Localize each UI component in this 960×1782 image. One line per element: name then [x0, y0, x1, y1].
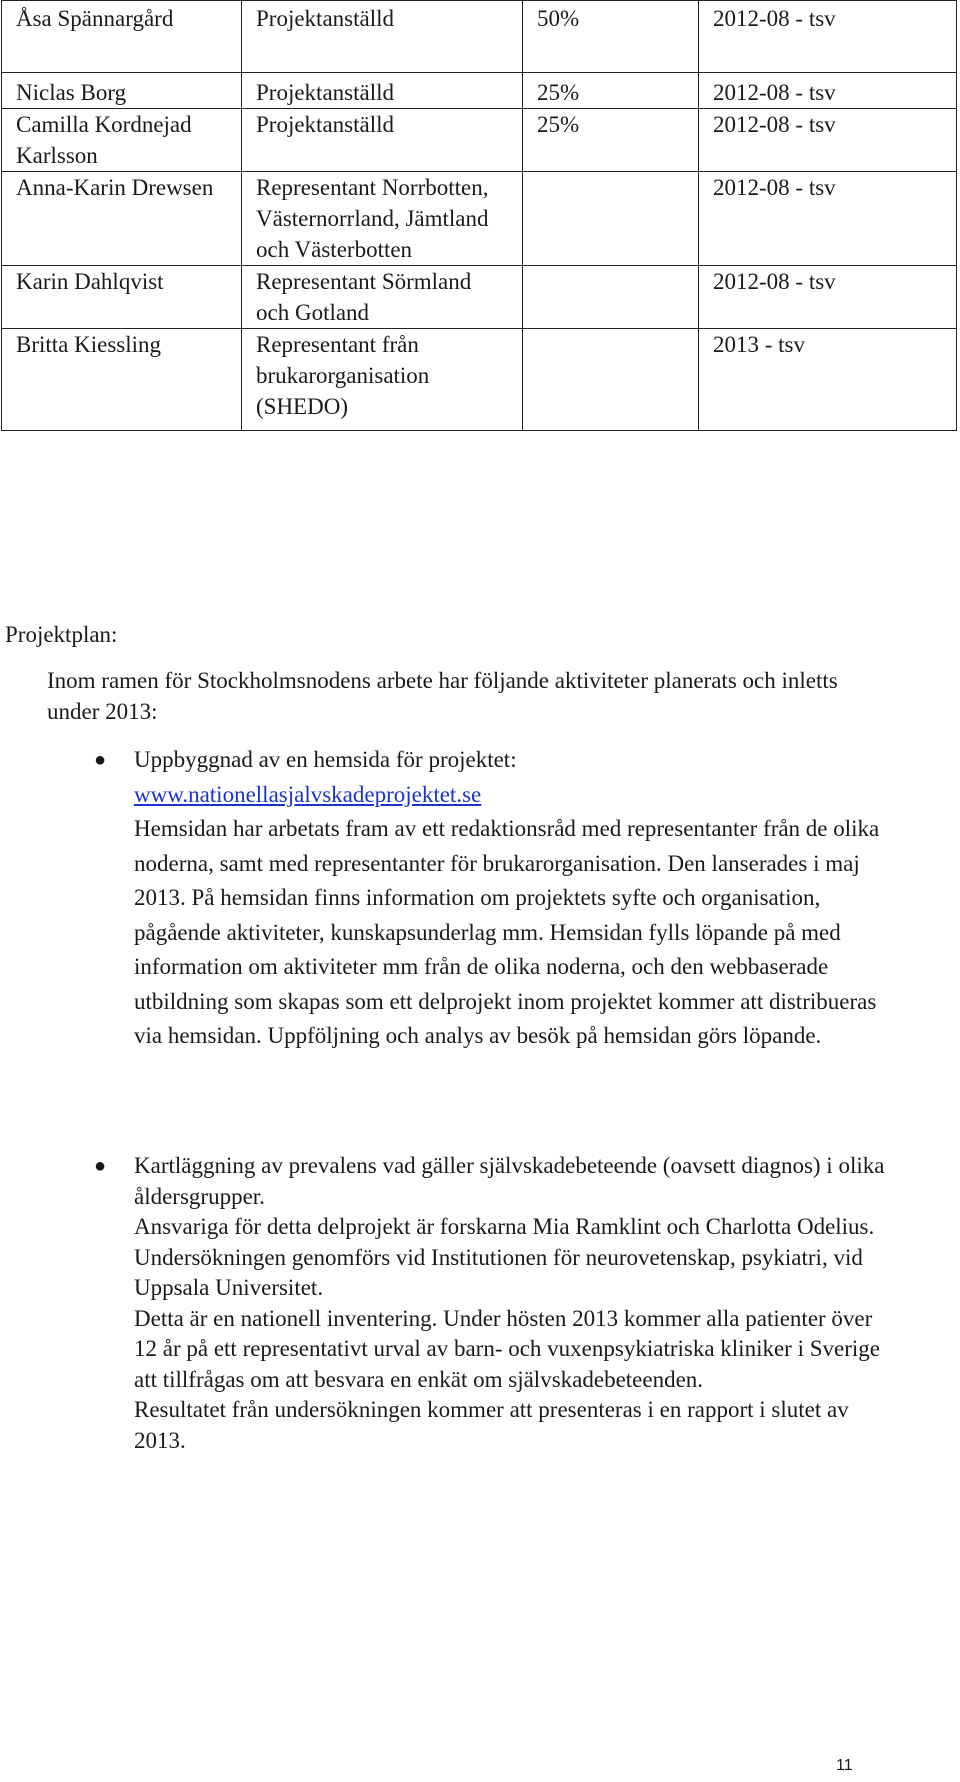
- bullet-paragraph: Detta är en nationell inventering. Under hösten 2013 kommer alla patienter över 12 år på ett representativt urval av barn- och vuxenpsykiatriska kliniker i Sverige att tillfrågas om att besvara en enkät om självskadebeteenden.: [134, 1305, 880, 1392]
- bullet-paragraph: Ansvariga för detta delprojekt är forskarna Mia Ramklint och Charlotta Odelius.: [134, 1214, 875, 1239]
- table-cell-period: 2012-08 - tsv: [699, 109, 957, 172]
- table-cell-period: 2012-08 - tsv: [699, 266, 957, 329]
- bullet-body: Hemsidan har arbetats fram av ett redaktionsråd med representanter från de olika noderna, samt med representanter för brukarorganisation. Den lanserades i maj 2013. På hemsidan finns information om projektets syfte och organisation, pågående aktiviteter, kunskapsunderlag mm. Hemsidan fylls löpande på med information om aktiviteter mm från de olika noderna, och den webbaserade utbildning som skapas som ett delprojekt inom projektet kommer att distribueras via hemsidan. Uppföljning och analys av besök på hemsidan görs löpande.: [134, 816, 880, 1048]
- table-cell-role: Projektanställd: [242, 1, 523, 73]
- table-row: [2, 172, 957, 266]
- table-cell-percent: 25%: [523, 109, 699, 172]
- table-row: [2, 73, 957, 109]
- table-cell-percent: [523, 329, 699, 431]
- bullet-lead: Uppbyggnad av en hemsida för projektet:: [134, 747, 517, 772]
- list-item: [93, 1151, 894, 1456]
- section-title: Projektplan:: [5, 622, 118, 647]
- table-row: [2, 1, 957, 73]
- table-cell-role: Representant från brukarorganisation (SHEDO): [242, 329, 523, 431]
- table-cell-role: Projektanställd: [242, 73, 523, 109]
- table-row: [2, 109, 957, 172]
- table-cell-name: Britta Kiessling: [2, 329, 242, 431]
- staff-table: [1, 0, 957, 431]
- bullet-paragraph: Undersökningen genomförs vid Institutionen för neurovetenskap, psykiatri, vid Uppsala Universitet.: [134, 1244, 863, 1300]
- intro-paragraph: Inom ramen för Stockholmsnodens arbete har följande aktiviteter planerats och inletts under 2013:: [47, 668, 838, 724]
- list-item: [93, 743, 894, 1054]
- bullet-icon: ●: [93, 749, 107, 771]
- table-cell-period: 2013 - tsv: [699, 329, 957, 431]
- table-cell-period: 2012-08 - tsv: [699, 73, 957, 109]
- bullet-icon: ●: [93, 1155, 107, 1177]
- table-cell-percent: [523, 172, 699, 266]
- table-cell-role: Representant Norrbotten, Västernorrland, Jämtland och Västerbotten: [242, 172, 523, 266]
- table-cell-period: 2012-08 - tsv: [699, 172, 957, 266]
- bullet-paragraph: Kartläggning av prevalens vad gäller självskadebeteende (oavsett diagnos) i olika åldersgrupper.: [134, 1153, 885, 1209]
- table-cell-percent: 25%: [523, 73, 699, 109]
- table-cell-name: Åsa Spännargård: [2, 1, 242, 73]
- page-number: 11: [836, 1757, 853, 1774]
- table-cell-percent: [523, 266, 699, 329]
- bullet-paragraph: Resultatet från undersökningen kommer att presenteras i en rapport i slutet av 2013.: [134, 1397, 849, 1453]
- table-cell-percent: 50%: [523, 1, 699, 73]
- table-cell-role: Projektanställd: [242, 109, 523, 172]
- table-cell-name: Camilla Kordnejad Karlsson: [2, 109, 242, 172]
- table-cell-role: Representant Sörmland och Gotland: [242, 266, 523, 329]
- table-cell-name: Niclas Borg: [2, 73, 242, 109]
- table-row: [2, 329, 957, 431]
- table-cell-name: Anna-Karin Drewsen: [2, 172, 242, 266]
- table-cell-period: 2012-08 - tsv: [699, 1, 957, 73]
- table-row: [2, 266, 957, 329]
- website-link[interactable]: www.nationellasjalvskadeprojektet.se: [134, 781, 482, 807]
- table-cell-name: Karin Dahlqvist: [2, 266, 242, 329]
